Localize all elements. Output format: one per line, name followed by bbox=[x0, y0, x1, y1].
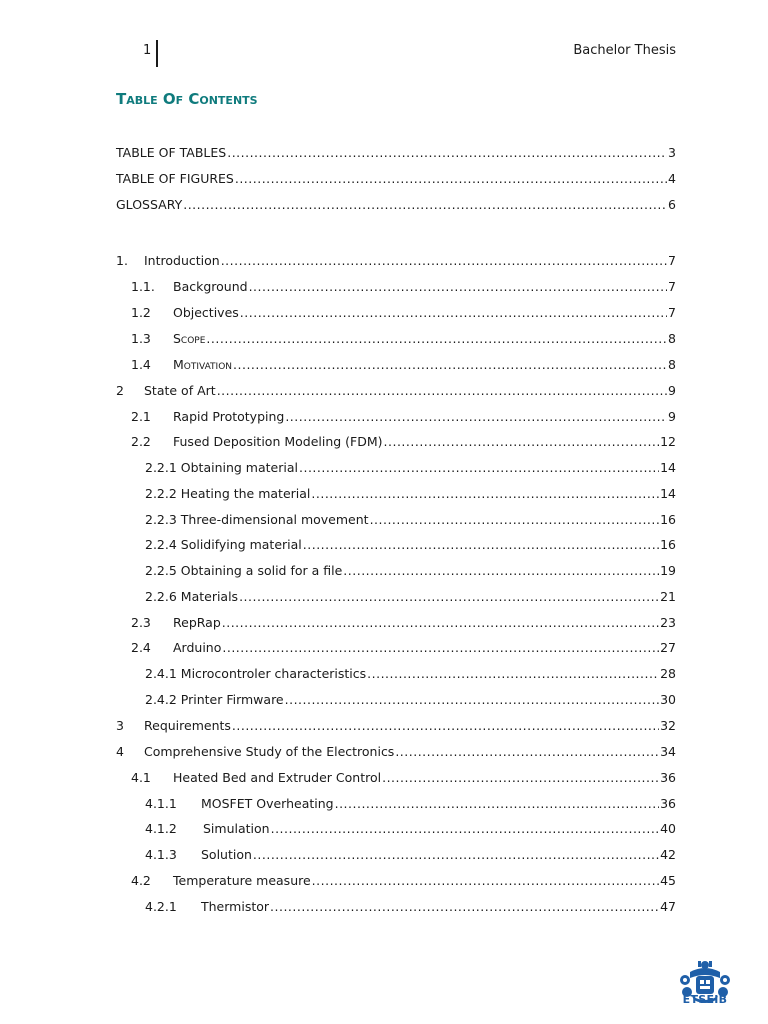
toc-entry-page: 19 bbox=[660, 563, 676, 578]
toc-entry-number: 4.1.3 bbox=[145, 847, 177, 862]
toc-entry[interactable] bbox=[145, 563, 676, 583]
toc-entry-label: TABLE OF TABLES bbox=[116, 145, 227, 160]
toc-entry-label: Scope bbox=[173, 331, 206, 346]
toc-entry-label: State of Art bbox=[144, 383, 216, 398]
toc-entry-page: 36 bbox=[660, 770, 676, 785]
toc-dot-leader bbox=[183, 197, 667, 212]
toc-dot-leader bbox=[222, 615, 659, 630]
toc-entry[interactable] bbox=[131, 873, 676, 893]
toc-entry-label: TABLE OF FIGURES bbox=[116, 171, 234, 186]
toc-entry-label: 2.2.1 Obtaining material bbox=[145, 460, 298, 475]
toc-entry-page: 16 bbox=[660, 537, 676, 552]
toc-dot-leader bbox=[395, 744, 659, 759]
toc-entry-label: Comprehensive Study of the Electronics bbox=[144, 744, 395, 759]
toc-entry-page: 21 bbox=[660, 589, 676, 604]
toc-entry-label: Arduino bbox=[173, 640, 222, 655]
toc-entry[interactable] bbox=[116, 744, 676, 764]
toc-entry-page: 32 bbox=[660, 718, 676, 733]
toc-dot-leader bbox=[227, 145, 667, 160]
toc-entry[interactable] bbox=[145, 486, 676, 506]
toc-entry-number: 1.3 bbox=[131, 331, 151, 346]
toc-entry[interactable] bbox=[131, 331, 676, 351]
toc-entry-label: Requirements bbox=[144, 718, 231, 733]
toc-entry-number: 1.2 bbox=[131, 305, 151, 320]
toc-entry[interactable] bbox=[145, 512, 676, 532]
toc-entry-page: 40 bbox=[660, 821, 676, 836]
toc-entry-label: Thermistor bbox=[201, 899, 270, 914]
toc-entry-page: 47 bbox=[660, 899, 676, 914]
toc-entry-label: GLOSSARY bbox=[116, 197, 183, 212]
toc-entry-page: 7 bbox=[668, 279, 676, 294]
toc-dot-leader bbox=[232, 718, 659, 733]
toc-dot-leader bbox=[235, 171, 667, 186]
toc-dot-leader bbox=[217, 383, 667, 398]
toc-entry[interactable] bbox=[145, 796, 676, 816]
toc-dot-leader bbox=[303, 537, 659, 552]
toc-entry-page: 28 bbox=[660, 666, 676, 681]
toc-entry-label: Simulation bbox=[203, 821, 270, 836]
toc-dot-leader bbox=[271, 821, 660, 836]
toc-entry-number: 1. bbox=[116, 253, 128, 268]
toc-entry-label: Objectives bbox=[173, 305, 239, 320]
toc-entry-label: 2.2.3 Three-dimensional movement bbox=[145, 512, 369, 527]
toc-entry[interactable] bbox=[145, 666, 676, 686]
toc-dot-leader bbox=[335, 796, 659, 811]
toc-dot-leader bbox=[382, 770, 659, 785]
toc-dot-leader bbox=[206, 331, 667, 346]
toc-entry-page: 12 bbox=[660, 434, 676, 449]
toc-entry-page: 4 bbox=[668, 171, 676, 186]
toc-entry[interactable] bbox=[131, 615, 676, 635]
toc-entry-number: 2.2 bbox=[131, 434, 151, 449]
toc-dot-leader bbox=[221, 253, 667, 268]
toc-entry[interactable] bbox=[131, 305, 676, 325]
toc-entry-label: 2.4.2 Printer Firmware bbox=[145, 692, 284, 707]
toc-entry-label: Introduction bbox=[144, 253, 220, 268]
toc-entry-label: Solution bbox=[201, 847, 252, 862]
toc-dot-leader bbox=[312, 873, 659, 888]
toc-entry-number: 4.2 bbox=[131, 873, 151, 888]
toc-dot-leader bbox=[299, 460, 659, 475]
toc-dot-leader bbox=[384, 434, 660, 449]
toc-entry[interactable] bbox=[131, 357, 676, 377]
toc-dot-leader bbox=[311, 486, 659, 501]
toc-entry-page: 16 bbox=[660, 512, 676, 527]
toc-entry-page: 7 bbox=[668, 253, 676, 268]
toc-dot-leader bbox=[270, 899, 659, 914]
toc-entry-number: 4.2.1 bbox=[145, 899, 177, 914]
toc-entry[interactable] bbox=[145, 460, 676, 480]
toc-entry-number: 4.1.1 bbox=[145, 796, 177, 811]
toc-entry-number: 4.1.2 bbox=[145, 821, 177, 836]
toc-entry-number: 1.4 bbox=[131, 357, 151, 372]
toc-entry-label: Heated Bed and Extruder Control bbox=[173, 770, 382, 785]
toc-dot-leader bbox=[249, 279, 667, 294]
toc-dot-leader bbox=[222, 640, 659, 655]
toc-entry[interactable] bbox=[116, 171, 676, 191]
toc-entry-number: 2.4 bbox=[131, 640, 151, 655]
toc-entry-page: 30 bbox=[660, 692, 676, 707]
toc-entry-page: 14 bbox=[660, 460, 676, 475]
header-title: Bachelor Thesis bbox=[573, 43, 676, 58]
toc-entry[interactable] bbox=[131, 409, 676, 429]
toc-entry-label: 2.2.6 Materials bbox=[145, 589, 239, 604]
toc-entry-page: 3 bbox=[668, 145, 676, 160]
toc-entry[interactable] bbox=[131, 434, 676, 454]
toc-entry-number: 1.1. bbox=[131, 279, 155, 294]
toc-dot-leader bbox=[370, 512, 660, 527]
toc-dot-leader bbox=[253, 847, 659, 862]
toc-entry[interactable] bbox=[131, 770, 676, 790]
toc-entry[interactable] bbox=[145, 821, 676, 841]
toc-entry-label: Background bbox=[173, 279, 248, 294]
toc-entry[interactable] bbox=[145, 589, 676, 609]
toc-entry-page: 9 bbox=[668, 383, 676, 398]
toc-entry-page: 45 bbox=[660, 873, 676, 888]
toc-dot-leader bbox=[285, 409, 667, 424]
toc-entry-number: 3 bbox=[116, 718, 124, 733]
toc-entry-label: 2.4.1 Microcontroler characteristics bbox=[145, 666, 367, 681]
toc-entry-page: 23 bbox=[660, 615, 676, 630]
toc-entry-label: RepRap bbox=[173, 615, 221, 630]
toc-entry-page: 42 bbox=[660, 847, 676, 862]
toc-entry[interactable] bbox=[116, 197, 676, 217]
toc-entry-number: 4 bbox=[116, 744, 124, 759]
toc-dot-leader bbox=[285, 692, 659, 707]
toc-dot-leader bbox=[240, 305, 667, 320]
toc-entry[interactable] bbox=[145, 692, 676, 712]
toc-entry[interactable] bbox=[145, 537, 676, 557]
toc-entry[interactable] bbox=[145, 847, 676, 867]
toc-entry[interactable] bbox=[116, 718, 676, 738]
toc-entry[interactable] bbox=[116, 145, 676, 165]
toc-entry-label: Motivation bbox=[173, 357, 233, 372]
toc-entry-page: 8 bbox=[668, 331, 676, 346]
toc-entry-number: 2.3 bbox=[131, 615, 151, 630]
toc-dot-leader bbox=[367, 666, 659, 681]
toc-entry[interactable] bbox=[145, 899, 676, 919]
toc-entry-number: 4.1 bbox=[131, 770, 151, 785]
toc-entry[interactable] bbox=[131, 640, 676, 660]
toc-dot-leader bbox=[239, 589, 659, 604]
toc-entry-page: 14 bbox=[660, 486, 676, 501]
logo-text: ETSEIB bbox=[682, 993, 728, 1006]
toc-entry-label: Temperature measure bbox=[173, 873, 311, 888]
toc-entry-label: Fused Deposition Modeling (FDM) bbox=[173, 434, 383, 449]
toc-entry-page: 9 bbox=[668, 409, 676, 424]
page-number: 1 bbox=[143, 43, 152, 58]
toc-entry-page: 6 bbox=[668, 197, 676, 212]
toc-entry-number: 2.1 bbox=[131, 409, 151, 424]
toc-title: Table Of Contents bbox=[116, 90, 258, 108]
toc-entry-page: 36 bbox=[660, 796, 676, 811]
toc-entry-page: 34 bbox=[660, 744, 676, 759]
toc-dot-leader bbox=[343, 563, 659, 578]
toc-entry-label: 2.2.2 Heating the material bbox=[145, 486, 311, 501]
toc-entry-label: Rapid Prototyping bbox=[173, 409, 285, 424]
toc-entry-page: 7 bbox=[668, 305, 676, 320]
toc-entry-page: 27 bbox=[660, 640, 676, 655]
toc-entry-label: 2.2.4 Solidifying material bbox=[145, 537, 302, 552]
toc-entry-page: 8 bbox=[668, 357, 676, 372]
toc-dot-leader bbox=[233, 357, 667, 372]
toc-entry-label: 2.2.5 Obtaining a solid for a file bbox=[145, 563, 343, 578]
toc-entry-label: MOSFET Overheating bbox=[201, 796, 334, 811]
toc-entry[interactable] bbox=[116, 383, 676, 403]
toc-entry[interactable] bbox=[116, 253, 676, 273]
toc-entry-number: 2 bbox=[116, 383, 124, 398]
toc-entry[interactable] bbox=[131, 279, 676, 299]
